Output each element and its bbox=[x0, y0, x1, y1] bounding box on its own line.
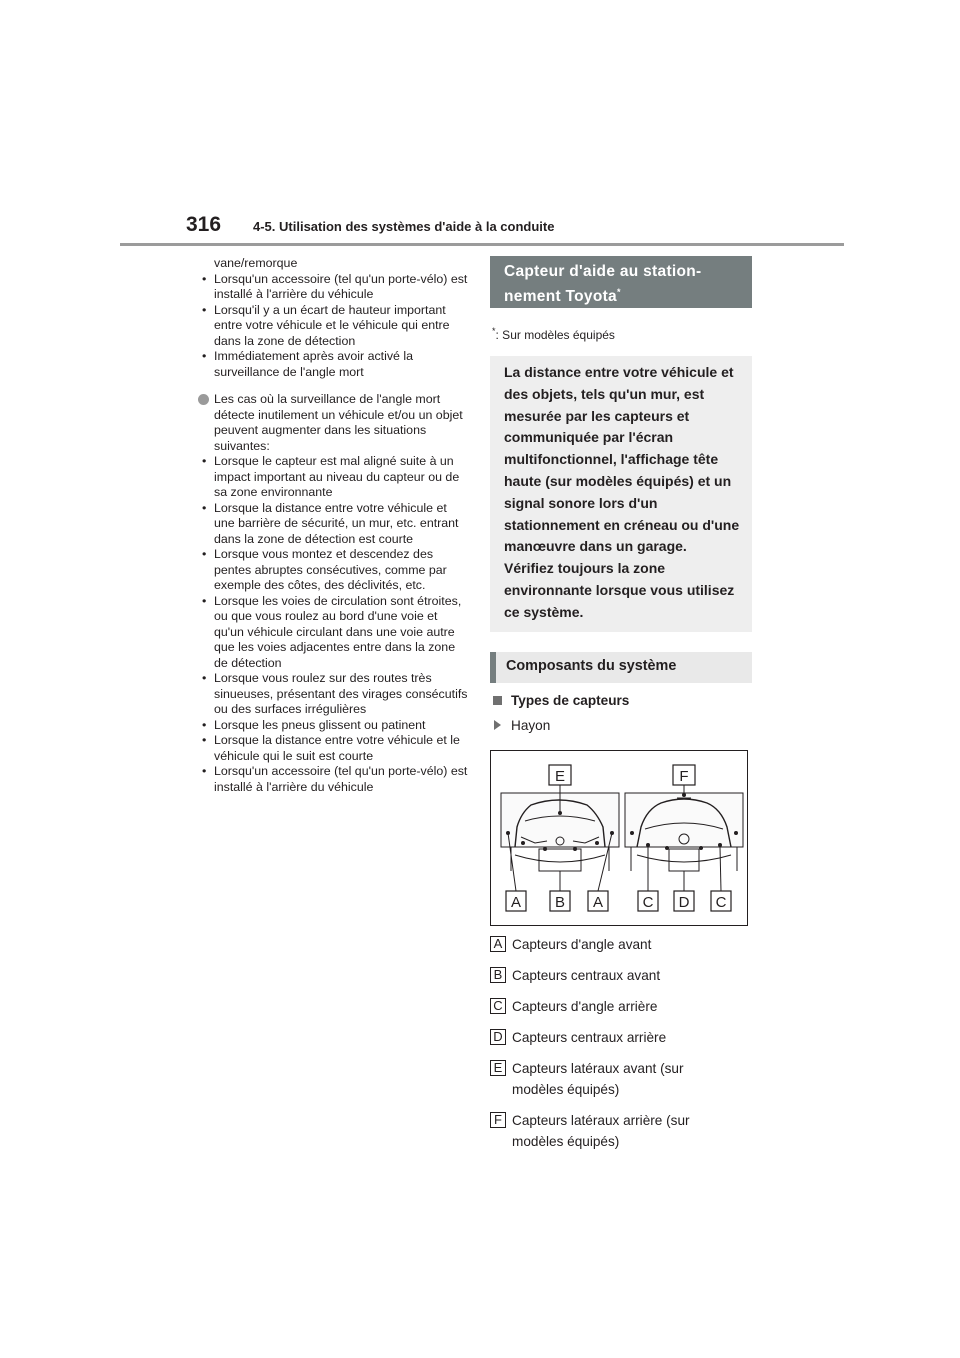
legend-text: Capteurs latéraux avant (sur modèles équipés) bbox=[512, 1060, 684, 1097]
page-number: 316 bbox=[186, 213, 222, 236]
legend-text: Capteurs centraux arrière bbox=[512, 1029, 667, 1045]
hayon-heading bbox=[490, 718, 752, 733]
footnote-asterisk: * bbox=[492, 326, 496, 336]
legend-item bbox=[490, 996, 752, 1017]
section-heading-line2 bbox=[504, 282, 742, 307]
diagram-label-e: E bbox=[554, 767, 566, 785]
section-heading-text: nement Toyota bbox=[504, 288, 617, 306]
footnote bbox=[492, 326, 752, 342]
list-item: • Immédiatement après avoir activé la surveillance de l'angle mort bbox=[198, 349, 470, 380]
continued-text: vane/remorque bbox=[214, 256, 298, 270]
list-item: • Lorsque la distance entre votre véhicule et le véhicule qui le suit est courte bbox=[198, 733, 470, 764]
legend-letter-box: F bbox=[490, 1112, 506, 1128]
list-item: • Lorsque le capteur est mal aligné suite à un impact important au niveau du capteur ou de sa zone environnante bbox=[198, 454, 470, 501]
legend-letter-box: D bbox=[490, 1029, 506, 1045]
section-heading-asterisk: * bbox=[616, 287, 621, 297]
chapter-title: 4-5. Utilisation des systèmes d'aide à la conduite bbox=[253, 219, 555, 234]
diagram-label-c-right: C bbox=[715, 893, 727, 911]
types-heading bbox=[490, 693, 752, 708]
list-item: • Lorsqu'un accessoire (tel qu'un porte-vélo) est installé à l'arrière du véhicule bbox=[198, 764, 470, 795]
header-rule bbox=[120, 243, 844, 246]
car-sensor-illustration bbox=[491, 751, 747, 925]
legend-item bbox=[490, 934, 752, 955]
list-item: • Lorsqu'il y a un écart de hauteur important entre votre véhicule et le véhicule qui entre dans la zone de détection bbox=[198, 303, 470, 350]
diagram-label-a-right: A bbox=[592, 893, 604, 911]
circle-bullet-text: Les cas où la surveillance de l'angle mort détecte inutilement un véhicule et/ou un objet peuvent augmenter dans les situations suivantes: bbox=[214, 392, 463, 453]
subsection-heading: Composants du système bbox=[490, 652, 752, 683]
right-column bbox=[490, 256, 752, 1162]
footnote-text: : Sur modèles équipés bbox=[495, 328, 615, 342]
legend-item bbox=[490, 1110, 752, 1152]
diagram-label-b: B bbox=[554, 893, 566, 911]
legend-text: Capteurs latéraux arrière (sur modèles équipés) bbox=[512, 1112, 690, 1149]
legend-item bbox=[490, 1027, 752, 1048]
legend-item bbox=[490, 1058, 752, 1100]
diagram-label-d: D bbox=[678, 893, 690, 911]
diagram-label-a-left: A bbox=[510, 893, 522, 911]
bullet-list-2 bbox=[198, 454, 470, 795]
diagram-label-c-left: C bbox=[642, 893, 654, 911]
list-item: • Lorsque vous montez et descendez des pentes abruptes consécutives, comme par exemple des côtes, des déclivités, etc. bbox=[198, 547, 470, 594]
types-heading-text: Types de capteurs bbox=[511, 692, 630, 708]
list-item: • Lorsque les voies de circulation sont étroites, ou que vous roulez au bord d'une voie et qu'un véhicule circulant dans une voie autre que les voies adjacentes entre dans la zone de détection bbox=[198, 594, 470, 672]
legend-text: Capteurs centraux avant bbox=[512, 967, 661, 983]
diagram-label-f: F bbox=[679, 767, 689, 785]
bullet-list-1 bbox=[198, 272, 470, 381]
left-column bbox=[198, 256, 470, 795]
square-bullet-icon bbox=[493, 696, 502, 705]
legend-letter-box: E bbox=[490, 1060, 506, 1076]
legend-text: Capteurs d'angle arrière bbox=[512, 998, 658, 1014]
triangle-bullet-icon bbox=[494, 720, 501, 730]
list-item: • Lorsqu'un accessoire (tel qu'un porte-vélo) est installé à l'arrière du véhicule bbox=[198, 272, 470, 303]
circle-bullet-item bbox=[198, 392, 470, 454]
rear-car-icon bbox=[625, 793, 743, 871]
circle-bullet-icon bbox=[198, 394, 209, 405]
legend-item bbox=[490, 965, 752, 986]
list-item: • Lorsque la distance entre votre véhicule et une barrière de sécurité, un mur, etc. entrant dans la zone de détection est courte bbox=[198, 501, 470, 548]
list-item: • Lorsque vous roulez sur des routes très sinueuses, présentant des virages consécutifs ou des surfaces irrégulières bbox=[198, 671, 470, 718]
section-heading bbox=[490, 256, 752, 308]
sensor-diagram bbox=[490, 750, 748, 926]
legend-text: Capteurs d'angle avant bbox=[512, 936, 652, 952]
hayon-text: Hayon bbox=[511, 717, 551, 733]
list-item: • Lorsque les pneus glissent ou patinent bbox=[198, 718, 470, 734]
section-heading-line1: Capteur d'aide au station- bbox=[504, 263, 702, 280]
legend-letter-box: B bbox=[490, 967, 506, 983]
sensor-legend bbox=[490, 934, 752, 1152]
summary-box: La distance entre votre véhicule et des objets, tels qu'un mur, est mesurée par les capteurs et communiquée par l'écran multifonctionnel, l'affichage tête haute (sur modèles équipés) et un signal sonore lors d'un stationnement en créneau ou d'une manœuvre dans un garage. Vérifiez toujours la zone environnante lorsque vous utilisez ce système. bbox=[490, 356, 752, 632]
legend-letter-box: C bbox=[490, 998, 506, 1014]
legend-letter-box: A bbox=[490, 936, 506, 952]
